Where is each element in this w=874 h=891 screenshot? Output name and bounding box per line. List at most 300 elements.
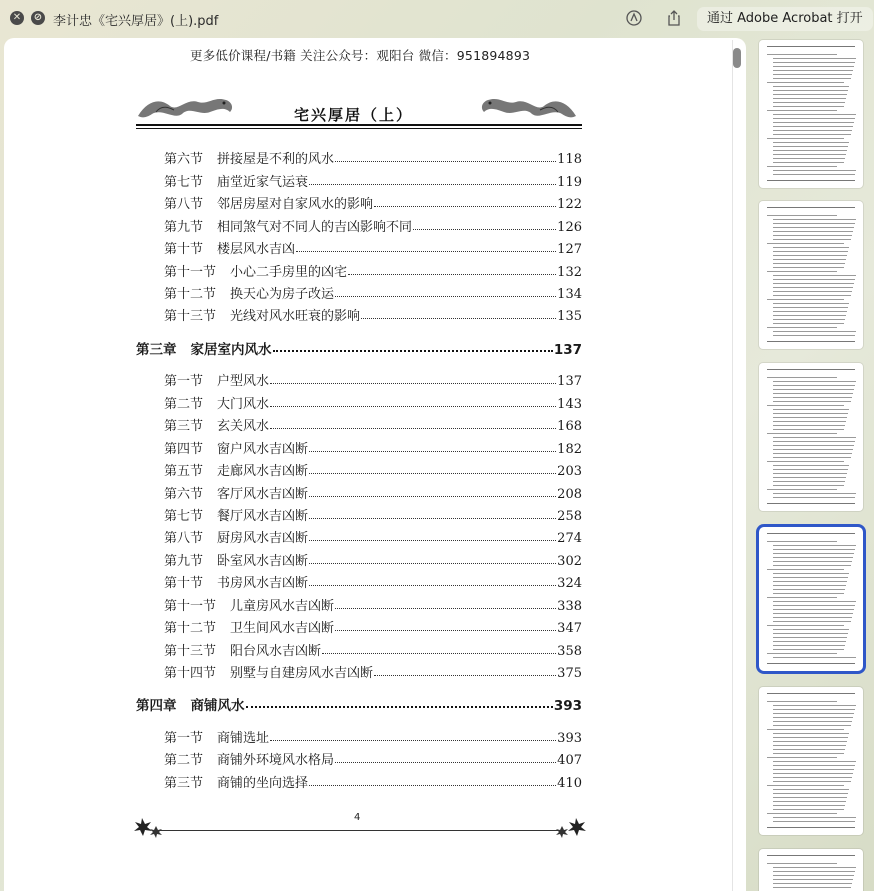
- toc-entry-title: 商铺的坐向选择: [217, 776, 309, 791]
- thumbnail-text-line: [773, 481, 845, 482]
- toc-section-row[interactable]: [164, 572, 582, 590]
- dot-leader: [270, 731, 556, 741]
- thumbnail-text-line: [773, 875, 854, 876]
- thumbnail-text-line: [773, 453, 852, 454]
- toc-entry-title: 卫生间风水吉凶断: [230, 621, 335, 636]
- toc-section-number: 第八节: [164, 531, 204, 546]
- thumbnail-text-line: [773, 629, 849, 630]
- thumbnail-text-line: [773, 721, 852, 722]
- dot-leader: [270, 374, 556, 384]
- thumbnail-text-line: [773, 162, 844, 163]
- thumbnail-text-line: [767, 625, 844, 626]
- thumbnail-text-line: [767, 489, 837, 490]
- toc-section-number: 第十三节: [164, 309, 217, 324]
- toc-page-number: 393: [557, 731, 582, 746]
- thumbnail-text-line: [773, 585, 846, 586]
- thumbnail-text-line: [773, 401, 851, 402]
- thumbnail-text-line: [773, 633, 848, 634]
- toc-section-number: 第十节: [164, 576, 204, 591]
- toc-entry-title: 厨房风水吉凶断: [217, 531, 309, 546]
- toc-section-number: 第十四节: [164, 666, 217, 681]
- dot-leader: [273, 342, 553, 352]
- thumbnail-text-line: [767, 813, 837, 814]
- thumbnail-text-line: [773, 393, 853, 394]
- toc-section-number: 第十节: [164, 242, 204, 257]
- thumbnail-text-line: [773, 573, 849, 574]
- thumbnail-text-line: [773, 789, 849, 790]
- thumbnail-text-line: [773, 717, 853, 718]
- thumbnail-text-line: [773, 122, 854, 123]
- thumbnail-text-line: [767, 377, 837, 378]
- toc-page-number: 358: [557, 644, 582, 659]
- thumbnail-text-line: [767, 82, 844, 83]
- toc-section-number: 第九节: [164, 220, 204, 235]
- dot-leader: [322, 644, 556, 654]
- thumbnail-footer-rule: [767, 503, 855, 504]
- toc-page-number: 375: [557, 666, 582, 681]
- toc-page-number: 143: [557, 397, 582, 412]
- toc-entry-title: 户型风水: [217, 374, 270, 389]
- thumbnail-text-line: [773, 62, 855, 63]
- thumbnail-text-line: [773, 417, 847, 418]
- dot-leader: [335, 621, 556, 631]
- toc-section-row[interactable]: [164, 595, 582, 613]
- toc-entry-title: 小心二手房里的凶宅: [230, 265, 348, 280]
- toc-page-number: 168: [557, 419, 582, 434]
- dot-leader: [309, 576, 556, 586]
- thumbnail-footer-rule: [767, 180, 855, 181]
- page-thumbnail-5[interactable]: [759, 687, 863, 835]
- thumbnail-text-line: [773, 307, 848, 308]
- thumbnail-text-line: [773, 817, 856, 818]
- toc-page-number: 274: [557, 531, 582, 546]
- thumbnail-text-line: [773, 793, 848, 794]
- toc-page-number: 338: [557, 599, 582, 614]
- document-page[interactable]: [4, 38, 746, 891]
- thumbnail-text-line: [773, 126, 853, 127]
- dot-leader: [309, 776, 556, 786]
- thumbnail-text-line: [767, 405, 844, 406]
- thumbnail-text-line: [773, 879, 853, 880]
- thumbnail-text-line: [767, 299, 844, 300]
- dot-leader: [246, 698, 553, 708]
- dot-leader: [309, 554, 556, 564]
- thumbnail-text-line: [773, 637, 847, 638]
- thumbnail-text-line: [767, 461, 844, 462]
- thumbnail-text-line: [773, 255, 847, 256]
- toc-entry-title: 换天心为房子改运: [230, 287, 335, 302]
- markup-icon[interactable]: [625, 9, 643, 27]
- toc-section-number: 第六节: [164, 487, 204, 502]
- thumbnail-text-line: [773, 713, 854, 714]
- toc-section-row[interactable]: [164, 148, 582, 166]
- thumbnail-text-line: [773, 473, 847, 474]
- page-thumbnail-4[interactable]: [759, 527, 863, 671]
- thumbnail-header-rule: [767, 853, 855, 856]
- toc-page-number: 203: [557, 464, 582, 479]
- thumbnail-text-line: [773, 323, 844, 324]
- toc-page-number: 258: [557, 509, 582, 524]
- thumbnail-footer-rule: [767, 663, 855, 664]
- thumbnail-sidebar: [746, 38, 874, 891]
- toc-entry-title: 光线对风水旺衰的影响: [230, 309, 361, 324]
- thumbnail-text-line: [767, 785, 844, 786]
- thumbnail-text-line: [773, 239, 851, 240]
- thumbnail-text-line: [773, 557, 853, 558]
- thumbnail-text-line: [773, 90, 848, 91]
- toc-section-row[interactable]: [164, 640, 582, 658]
- toc-section-number: 第七节: [164, 175, 204, 190]
- page-header-text: 更多低价课程/书籍 关注公众号：观阳台 微信：951894893: [190, 48, 531, 63]
- thumbnail-text-line: [773, 130, 852, 131]
- toc-section-number: 第九节: [164, 554, 204, 569]
- maple-leaf-icon: [132, 814, 166, 840]
- toc-entry-title: 拼接屋是不利的风水: [217, 152, 335, 167]
- toc-entry-title: 商铺风水: [190, 698, 245, 714]
- thumbnail-text-line: [773, 118, 855, 119]
- toc-section-number: 第八节: [164, 197, 204, 212]
- toc-section-row[interactable]: [164, 483, 582, 501]
- thumbnail-text-line: [773, 609, 854, 610]
- thumbnail-text-line: [773, 295, 851, 296]
- thumbnail-text-line: [773, 549, 855, 550]
- thumbnail-text-line: [773, 465, 849, 466]
- toc-entry-title: 玄关风水: [217, 419, 270, 434]
- table-of-contents: [4, 38, 746, 891]
- toc-chapter-row[interactable]: [136, 338, 582, 356]
- thumbnail-text-line: [773, 259, 846, 260]
- thumbnail-text-line: [773, 469, 848, 470]
- page-thumbnail-6[interactable]: [759, 849, 863, 891]
- toc-section-number: 第六节: [164, 152, 204, 167]
- thumbnail-text-line: [773, 761, 856, 762]
- dot-leader: [335, 753, 556, 763]
- thumbnail-text-line: [773, 797, 847, 798]
- thumbnail-text-line: [767, 138, 844, 139]
- thumbnail-text-line: [767, 757, 837, 758]
- toc-section-row[interactable]: [164, 305, 582, 323]
- thumbnail-text-line: [773, 385, 855, 386]
- thumbnail-text-line: [773, 174, 855, 175]
- toc-chapter-row[interactable]: [136, 694, 582, 712]
- thumbnail-text-line: [773, 74, 852, 75]
- close-icon[interactable]: ✕: [10, 11, 24, 25]
- thumbnail-text-line: [773, 247, 849, 248]
- thumbnail-text-line: [773, 315, 846, 316]
- toc-entry-title: 阳台风水吉凶断: [230, 644, 322, 659]
- dot-leader: [335, 599, 556, 609]
- thumbnail-text-line: [773, 381, 856, 382]
- thumbnail-text-line: [773, 425, 845, 426]
- toc-page-number: 118: [557, 152, 582, 167]
- thumbnail-text-line: [773, 78, 851, 79]
- thumbnail-text-line: [773, 231, 853, 232]
- thumbnail-text-line: [773, 227, 854, 228]
- toc-entry-title: 楼层风水吉凶: [217, 242, 296, 257]
- dot-leader: [270, 397, 556, 407]
- toc-page-number: 135: [557, 309, 582, 324]
- toc-section-number: 第七节: [164, 509, 204, 524]
- vertical-scrollbar[interactable]: [732, 40, 743, 891]
- thumbnail-text-line: [773, 421, 846, 422]
- thumbnail-text-line: [767, 166, 837, 167]
- toc-section-number: 第四章: [136, 698, 177, 714]
- thumbnail-text-line: [767, 271, 837, 272]
- toc-section-row[interactable]: [164, 370, 582, 388]
- thumbnail-text-line: [773, 709, 855, 710]
- thumbnail-text-line: [767, 433, 837, 434]
- thumbnail-text-line: [773, 887, 851, 888]
- toc-page-number: 134: [557, 287, 582, 302]
- toc-section-number: 第二节: [164, 397, 204, 412]
- thumbnail-text-line: [767, 863, 837, 864]
- thumbnail-text-line: [773, 66, 854, 67]
- toc-section-row[interactable]: [164, 527, 582, 545]
- thumbnail-text-line: [773, 154, 846, 155]
- toc-section-row[interactable]: [164, 772, 582, 790]
- thumbnail-text-line: [773, 605, 855, 606]
- thumbnail-text-line: [773, 733, 849, 734]
- thumbnail-text-line: [773, 657, 856, 658]
- toc-page-number: 324: [557, 576, 582, 591]
- dot-leader: [309, 509, 556, 519]
- thumbnail-text-line: [773, 389, 854, 390]
- toc-section-row[interactable]: [164, 617, 582, 635]
- thumbnail-text-line: [773, 311, 847, 312]
- toc-section-number: 第二节: [164, 753, 204, 768]
- thumbnail-text-line: [767, 110, 837, 111]
- thumbnail-text-line: [773, 867, 856, 868]
- toc-page-number: 127: [557, 242, 582, 257]
- thumbnail-text-line: [773, 114, 856, 115]
- thumbnail-text-line: [773, 134, 851, 135]
- maple-leaf-icon: [552, 814, 586, 840]
- thumbnail-text-line: [773, 275, 856, 276]
- thumbnail-text-line: [773, 641, 846, 642]
- toc-entry-title: 邻居房屋对自家风水的影响: [217, 197, 374, 212]
- thumbnail-text-line: [773, 805, 845, 806]
- toc-section-row[interactable]: [164, 727, 582, 745]
- toc-entry-title: 餐厅风水吉凶断: [217, 509, 309, 524]
- toc-entry-title: 家居室内风水: [190, 342, 272, 358]
- toc-page-number: 137: [553, 342, 582, 358]
- toc-section-row[interactable]: [164, 550, 582, 568]
- thumbnail-text-line: [773, 267, 844, 268]
- toc-section-row[interactable]: [164, 261, 582, 279]
- toc-section-row[interactable]: [164, 193, 582, 211]
- dot-leader: [309, 464, 556, 474]
- toc-entry-title: 窗户风水吉凶断: [217, 442, 309, 457]
- toc-section-row[interactable]: [164, 283, 582, 301]
- thumbnail-text-line: [773, 397, 852, 398]
- thumbnail-text-line: [773, 142, 849, 143]
- toc-section-number: 第一节: [164, 731, 204, 746]
- toc-section-number: 第十二节: [164, 621, 217, 636]
- open-in-acrobat-button[interactable]: 通过 Adobe Acrobat 打开: [697, 7, 873, 31]
- toc-entry-title: 卧室风水吉凶断: [217, 554, 309, 569]
- thumbnail-text-line: [773, 577, 848, 578]
- thumbnail-text-line: [767, 541, 837, 542]
- toc-entry-title: 大门风水: [217, 397, 270, 412]
- thumbnail-text-line: [773, 413, 848, 414]
- toc-section-row[interactable]: [164, 749, 582, 767]
- dot-leader: [296, 242, 556, 252]
- thumbnail-header-rule: [767, 531, 855, 534]
- thumbnail-text-line: [773, 589, 845, 590]
- thumbnail-text-line: [773, 457, 851, 458]
- thumbnail-text-line: [773, 477, 846, 478]
- thumbnail-text-line: [773, 871, 855, 872]
- footer-rule: [154, 830, 564, 831]
- thumbnail-text-line: [773, 645, 845, 646]
- toc-section-number: 第三节: [164, 419, 204, 434]
- scroll-thumb[interactable]: [733, 48, 741, 68]
- thumbnail-text-line: [773, 429, 844, 430]
- toc-section-row[interactable]: [164, 171, 582, 189]
- thumbnail-text-line: [773, 223, 855, 224]
- thumbnail-text-line: [773, 749, 845, 750]
- thumbnail-text-line: [773, 725, 851, 726]
- toc-section-number: 第五节: [164, 464, 204, 479]
- thumbnail-text-line: [773, 705, 856, 706]
- toc-entry-title: 书房风水吉凶断: [217, 576, 309, 591]
- dot-leader: [361, 309, 556, 319]
- thumbnail-text-line: [767, 701, 837, 702]
- thumbnail-text-line: [773, 745, 846, 746]
- dot-leader: [309, 442, 556, 452]
- toc-section-row[interactable]: [164, 460, 582, 478]
- toc-section-row[interactable]: [164, 505, 582, 523]
- thumbnail-footer-rule: [767, 341, 855, 342]
- thumbnail-text-line: [773, 94, 847, 95]
- thumbnail-text-line: [773, 497, 855, 498]
- thumbnail-text-line: [773, 765, 855, 766]
- dot-leader: [335, 287, 556, 297]
- toc-page-number: 410: [557, 776, 582, 791]
- toc-entry-title: 庙堂近家气运衰: [217, 175, 309, 190]
- thumbnail-text-line: [773, 335, 855, 336]
- thumbnail-text-line: [773, 86, 849, 87]
- thumbnail-text-line: [773, 621, 851, 622]
- thumbnail-text-line: [773, 409, 849, 410]
- thumbnail-text-line: [773, 773, 853, 774]
- toc-section-number: 第一节: [164, 374, 204, 389]
- thumbnail-header-rule: [767, 44, 855, 47]
- thumbnail-text-line: [773, 58, 856, 59]
- dot-leader: [335, 152, 556, 162]
- thumbnail-text-line: [773, 291, 852, 292]
- thumbnail-text-line: [773, 737, 848, 738]
- thumbnail-text-line: [767, 243, 844, 244]
- thumbnail-text-line: [767, 653, 837, 654]
- thumbnail-text-line: [773, 485, 844, 486]
- toc-page-number: 393: [553, 698, 582, 714]
- minimize-icon[interactable]: ⊘: [31, 11, 45, 25]
- toc-section-row[interactable]: [164, 415, 582, 433]
- toc-section-row[interactable]: [164, 662, 582, 680]
- thumbnail-text-line: [773, 781, 851, 782]
- thumbnail-text-line: [767, 569, 844, 570]
- toc-page-number: 208: [557, 487, 582, 502]
- window-title: 李计忠《宅兴厚居》(上).pdf: [53, 14, 219, 29]
- page-thumbnail-3[interactable]: [759, 363, 863, 511]
- thumbnail-text-line: [773, 303, 849, 304]
- toc-page-number: 407: [557, 753, 582, 768]
- thumbnail-header-rule: [767, 691, 855, 694]
- toc-section-number: 第三节: [164, 776, 204, 791]
- thumbnail-text-line: [773, 769, 854, 770]
- dot-leader: [374, 666, 556, 676]
- thumbnail-text-line: [773, 581, 847, 582]
- thumbnail-text-line: [773, 449, 853, 450]
- toc-page-number: 137: [557, 374, 582, 389]
- toc-section-number: 第三章: [136, 342, 177, 358]
- thumbnail-text-line: [773, 777, 852, 778]
- share-icon[interactable]: [665, 9, 683, 27]
- thumbnail-text-line: [773, 493, 856, 494]
- toc-page-number: 347: [557, 621, 582, 636]
- thumbnail-text-line: [767, 54, 837, 55]
- thumbnail-text-line: [773, 753, 844, 754]
- scroll-track: [732, 40, 733, 891]
- thumbnail-text-line: [773, 741, 847, 742]
- toc-section-row[interactable]: [164, 216, 582, 234]
- dot-leader: [309, 531, 556, 541]
- thumbnail-text-line: [773, 593, 844, 594]
- thumbnail-text-line: [773, 553, 854, 554]
- toc-page-number: 132: [557, 265, 582, 280]
- thumbnail-text-line: [773, 561, 852, 562]
- toc-page-number: 126: [557, 220, 582, 235]
- thumbnail-text-line: [773, 98, 846, 99]
- thumbnail-text-line: [773, 601, 856, 602]
- thumbnail-header-rule: [767, 367, 855, 370]
- page-thumbnail-2[interactable]: [759, 201, 863, 349]
- thumbnail-text-line: [773, 821, 855, 822]
- thumbnail-text-line: [773, 565, 851, 566]
- toc-page-number: 119: [557, 175, 582, 190]
- thumbnail-text-line: [773, 158, 845, 159]
- page-thumbnail-1[interactable]: [759, 40, 863, 188]
- toc-section-row[interactable]: [164, 238, 582, 256]
- thumbnail-text-line: [773, 70, 853, 71]
- thumbnail-text-line: [773, 279, 855, 280]
- toc-section-number: 第十三节: [164, 644, 217, 659]
- toc-page-number: 302: [557, 554, 582, 569]
- thumbnail-text-line: [767, 215, 837, 216]
- thumbnail-text-line: [773, 801, 846, 802]
- toc-section-number: 第十一节: [164, 599, 217, 614]
- dot-leader: [374, 197, 556, 207]
- thumbnail-text-line: [767, 597, 837, 598]
- toc-section-row[interactable]: [164, 393, 582, 411]
- dot-leader: [309, 175, 556, 185]
- toc-section-number: 第十二节: [164, 287, 217, 302]
- toc-section-row[interactable]: [164, 438, 582, 456]
- thumbnail-text-line: [773, 251, 848, 252]
- book-title: 宅兴厚居（上）: [294, 106, 414, 124]
- page-number: 4: [354, 812, 361, 823]
- thumbnail-text-line: [773, 170, 856, 171]
- thumbnail-text-line: [773, 617, 852, 618]
- dot-leader: [413, 220, 556, 230]
- toc-entry-title: 商铺选址: [217, 731, 270, 746]
- dot-leader: [348, 265, 556, 275]
- thumbnail-text-line: [767, 729, 844, 730]
- thumbnail-footer-rule: [767, 827, 855, 828]
- toc-page-number: 122: [557, 197, 582, 212]
- thumbnail-text-line: [773, 150, 847, 151]
